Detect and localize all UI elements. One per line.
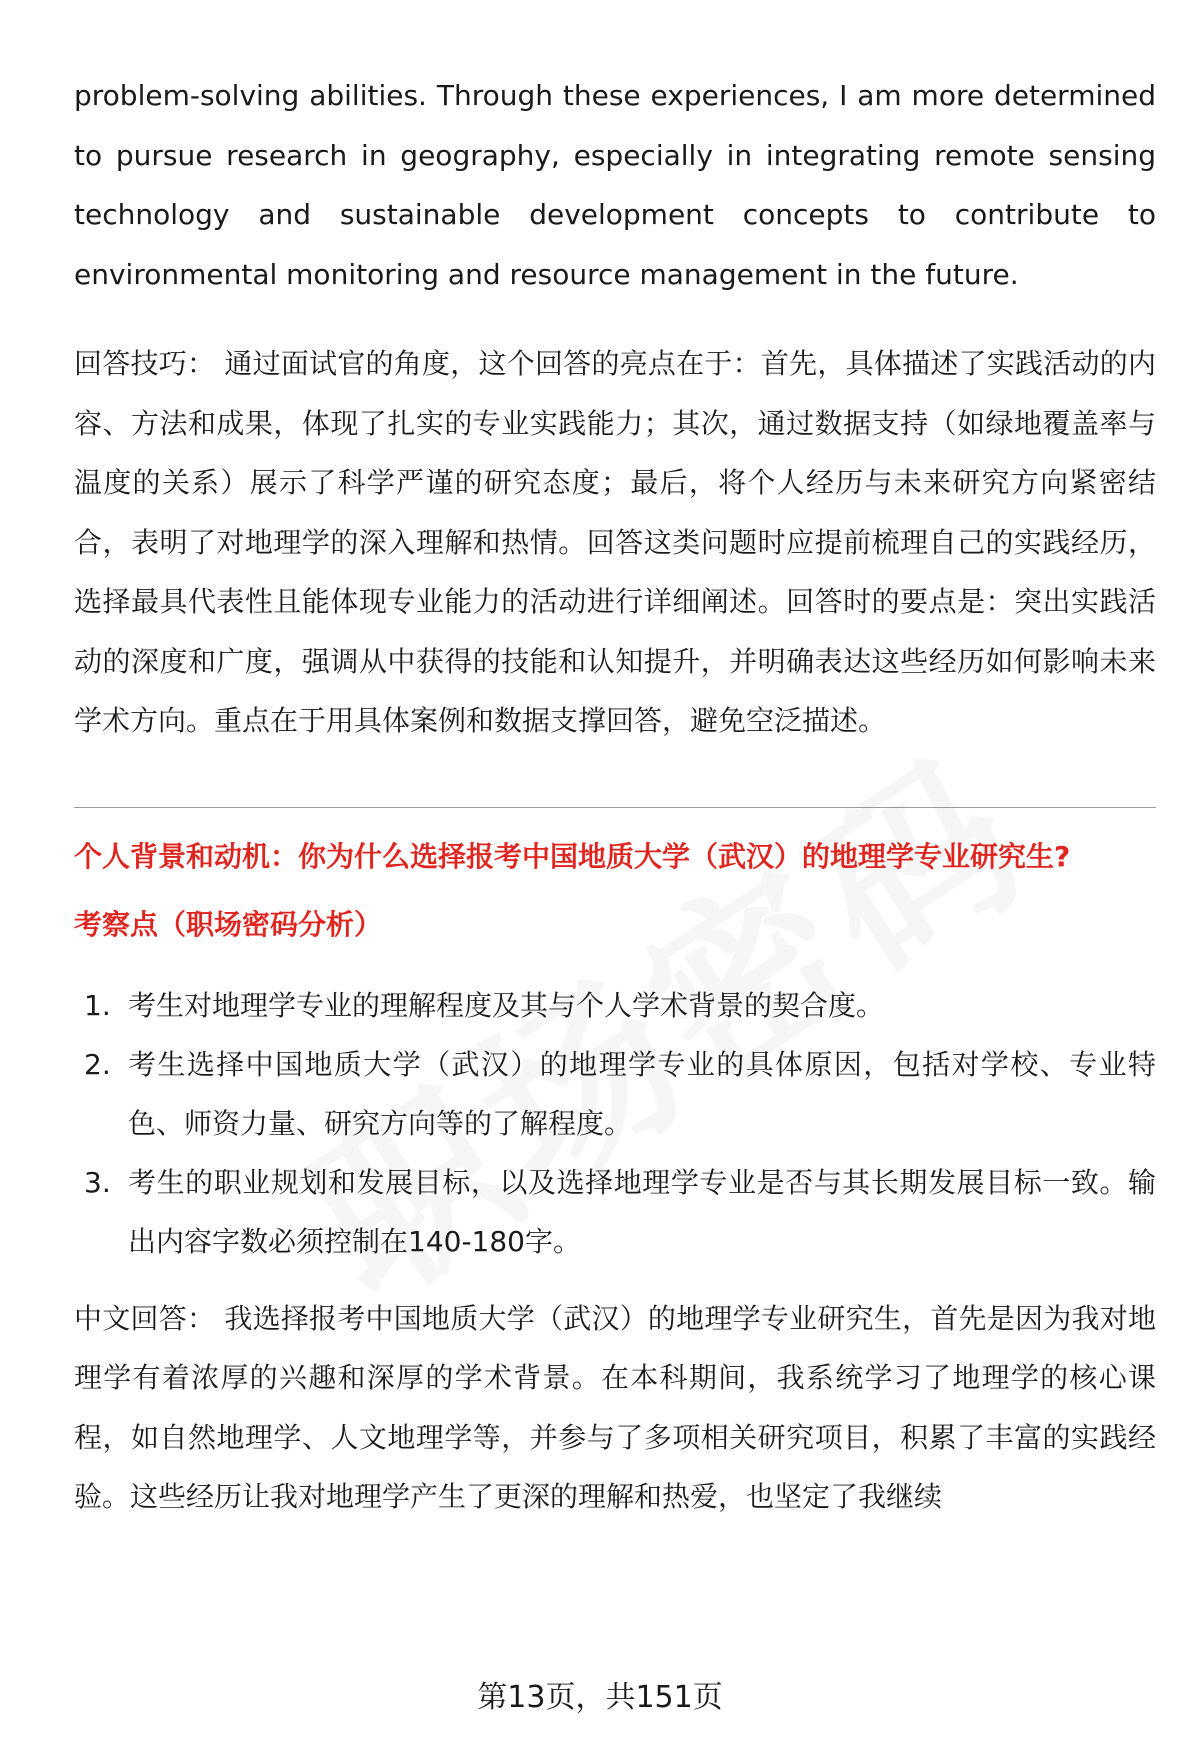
spacer [74, 1271, 1156, 1289]
list-item-number: 1. [84, 988, 111, 1022]
list-item-number: 3. [84, 1165, 111, 1199]
list-item-text: 考生对地理学专业的理解程度及其与个人学术背景的契合度。 [128, 988, 885, 1022]
page-footer: 第13页，共151页 [477, 1680, 723, 1715]
list-item [74, 1153, 1156, 1271]
list-item-text: 考生选择中国地质大学（武汉）的地理学专业的具体原因，包括对学校、专业特色、师资力量、研究方向等的了解程度。 [128, 1047, 1156, 1140]
list-item-text: 考生的职业规划和发展目标，以及选择地理学专业是否与其长期发展目标一致。输出内容字数必须控制在140-180字。 [128, 1165, 1156, 1258]
intro-paragraph: problem-solving abilities. Through these experiences, I am more determined to pursue research in geography, especially in integrating remote sensing technology and sustainable development concepts to contribute to environmental monitoring and resource management in the future. [74, 79, 1156, 291]
list-item [74, 1035, 1156, 1153]
analysis-points-list [74, 976, 1156, 1271]
section-divider [74, 807, 1156, 808]
answer-paragraph: 中文回答： 我选择报考中国地质大学（武汉）的地理学专业研究生，首先是因为我对地理学有着浓厚的兴趣和深厚的学术背景。在本科期间，我系统学习了地理学的核心课程，如自然地理学、人文地理学等，并参与了多项相关研究项目，积累了丰富的实践经验。这些经历让我对地理学产生了更深的理解和热爱，也坚定了我继续 [74, 1301, 1156, 1513]
list-item-number: 2. [84, 1047, 111, 1081]
spacer [74, 304, 1156, 334]
list-item [74, 976, 1156, 1035]
analysis-heading: 考察点（职场密码分析） [74, 907, 383, 941]
tips-paragraph: 回答技巧： 通过面试官的角度，这个回答的亮点在于：首先，具体描述了实践活动的内容、方法和成果，体现了扎实的专业实践能力；其次，通过数据支持（如绿地覆盖率与温度的关系）展示了科学严谨的研究态度；最后，将个人经历与未来研究方向紧密结合，表明了对地理学的深入理解和热情。回答这类问题时应提前梳理自己的实践经历，选择最具代表性且能体现专业能力的活动进行详细阐述。回答时的要点是：突出实践活动的深度和广度，强调从中获得的技能和认知提升，并明确表达这些经历如何影响未来学术方向。重点在于用具体案例和数据支撑回答，避免空泛描述。 [74, 347, 1156, 737]
document-page [74, 66, 1156, 1527]
question-heading: 个人背景和动机：你为什么选择报考中国地质大学（武汉）的地理学专业研究生? [74, 839, 1071, 873]
